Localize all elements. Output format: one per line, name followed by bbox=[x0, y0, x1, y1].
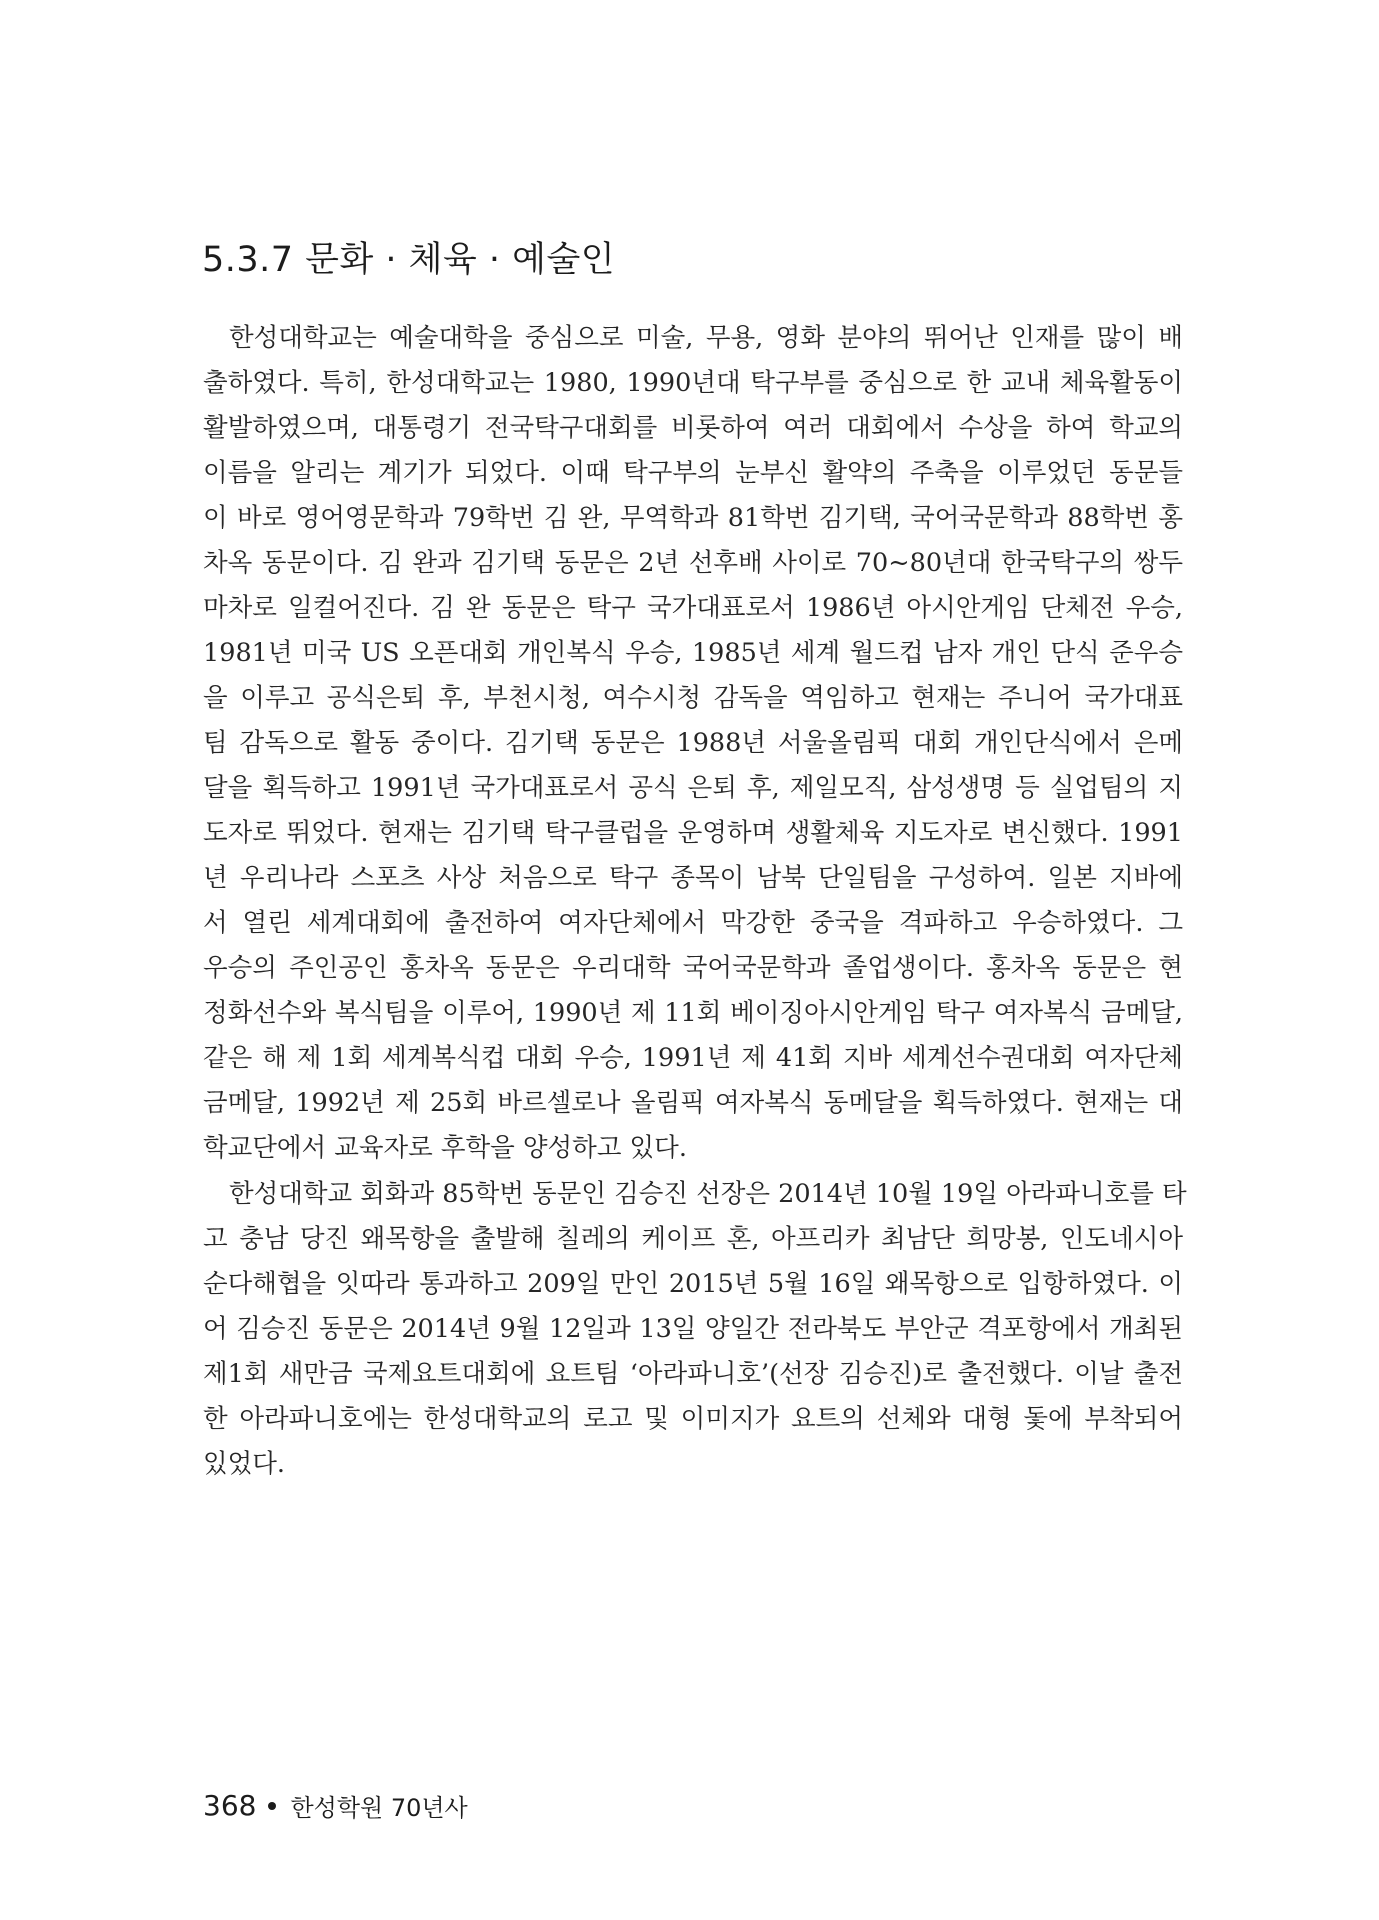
text-line: 어 김승진 동문은 2014년 9월 12일과 13일 양일간 전라북도 부안군 격포항에서 개최된 bbox=[203, 1314, 1183, 1344]
book-title: 한성학원 70년사 bbox=[290, 1794, 468, 1822]
text-line: 을 이루고 공식은퇴 후, 부천시청, 여수시청 감독을 역임하고 현재는 주니어 국가대표 bbox=[203, 683, 1183, 713]
section-heading: 5.3.7 문화 · 체육 · 예술인 bbox=[202, 240, 616, 280]
text-line: 있었다. bbox=[203, 1449, 286, 1479]
text-line: 우승의 주인공인 홍차옥 동문은 우리대학 국어국문학과 졸업생이다. 홍차옥 동문은 현 bbox=[203, 953, 1183, 983]
text-line: 도자로 뛰었다. 현재는 김기택 탁구클럽을 운영하며 생활체육 지도자로 변신했다. 1991 bbox=[203, 818, 1183, 848]
text-line: 정화선수와 복식팀을 이루어, 1990년 제 11회 베이징아시안게임 탁구 여자복식 금메달, bbox=[203, 998, 1183, 1028]
text-line: 출하였다. 특히, 한성대학교는 1980, 1990년대 탁구부를 중심으로 한 교내 체육활동이 bbox=[203, 368, 1183, 398]
text-line: 순다해협을 잇따라 통과하고 209일 만인 2015년 5월 16일 왜목항으로 입항하였다. 이 bbox=[203, 1269, 1183, 1299]
text-line: 이름을 알리는 계기가 되었다. 이때 탁구부의 눈부신 활약의 주축을 이루었던 동문들 bbox=[203, 458, 1183, 488]
text-line: 마차로 일컬어진다. 김 완 동문은 탁구 국가대표로서 1986년 아시안게임 단체전 우승, bbox=[203, 593, 1184, 623]
text-line: 제1회 새만금 국제요트대회에 요트팀 ‘아라파니호’(선장 김승진)로 출전했다. 이날 출전 bbox=[203, 1359, 1183, 1389]
text-line: 팀 감독으로 활동 중이다. 김기택 동문은 1988년 서울올림픽 대회 개인단식에서 은메 bbox=[203, 728, 1183, 758]
text-line: 한성대학교 회화과 85학번 동문인 김승진 선장은 2014년 10월 19일 아라파니호를 타 bbox=[229, 1179, 1187, 1209]
text-line: 금메달, 1992년 제 25회 바르셀로나 올림픽 여자복식 동메달을 획득하였다. 현재는 대 bbox=[203, 1088, 1183, 1118]
text-line: 고 충남 당진 왜목항을 출발해 칠레의 케이프 혼, 아프리카 최남단 희망봉, 인도네시아 bbox=[203, 1224, 1183, 1254]
text-line: 활발하였으며, 대통령기 전국탁구대회를 비롯하여 여러 대회에서 수상을 하여 학교의 bbox=[203, 413, 1183, 443]
page-footer bbox=[203, 1788, 468, 1823]
text-line: 한 아라파니호에는 한성대학교의 로고 및 이미지가 요트의 선체와 대형 돛에 부착되어 bbox=[203, 1404, 1183, 1434]
text-line: 1981년 미국 US 오픈대회 개인복식 우승, 1985년 세계 월드컵 남자 개인 단식 준우승 bbox=[203, 638, 1183, 668]
text-line: 이 바로 영어영문학과 79학번 김 완, 무역학과 81학번 김기택, 국어국문학과 88학번 홍 bbox=[203, 503, 1183, 533]
page-number: 368 bbox=[203, 1789, 257, 1822]
text-line: 학교단에서 교육자로 후학을 양성하고 있다. bbox=[203, 1133, 687, 1163]
bullet-dot-icon bbox=[268, 1802, 276, 1810]
text-line: 달을 획득하고 1991년 국가대표로서 공식 은퇴 후, 제일모직, 삼성생명 등 실업팀의 지 bbox=[203, 773, 1183, 803]
text-line: 한성대학교는 예술대학을 중심으로 미술, 무용, 영화 분야의 뛰어난 인재를 많이 배 bbox=[229, 323, 1183, 353]
text-line: 차옥 동문이다. 김 완과 김기택 동문은 2년 선후배 사이로 70~80년대 한국탁구의 쌍두 bbox=[203, 548, 1183, 578]
text-line: 같은 해 제 1회 세계복식컵 대회 우승, 1991년 제 41회 지바 세계선수권대회 여자단체 bbox=[203, 1043, 1183, 1073]
text-line: 서 열린 세계대회에 출전하여 여자단체에서 막강한 중국을 격파하고 우승하였다. 그 bbox=[203, 908, 1183, 938]
text-line: 년 우리나라 스포츠 사상 처음으로 탁구 종목이 남북 단일팀을 구성하여. 일본 지바에 bbox=[203, 863, 1183, 893]
